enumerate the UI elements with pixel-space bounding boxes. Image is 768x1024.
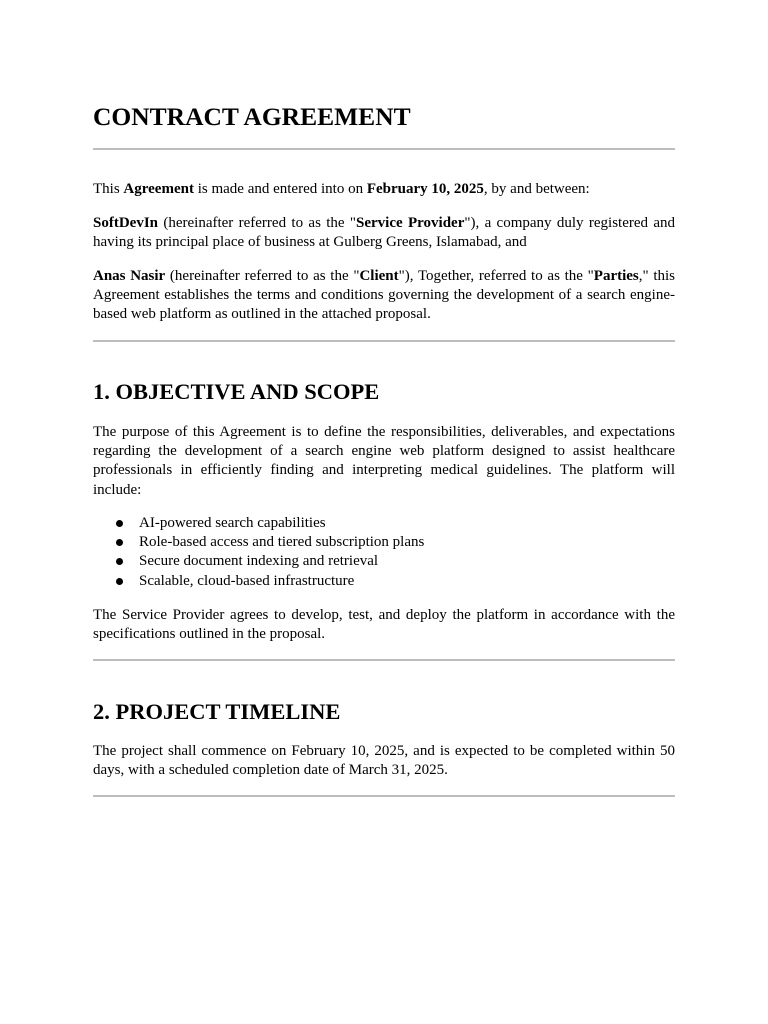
provider-text: (hereinafter referred to as the " (158, 215, 357, 231)
intro-paragraph (93, 180, 675, 199)
list-item (93, 572, 424, 591)
objective-closing-paragraph: The Service Provider agrees to develop, test, and deploy the platform in accordance with the specifications outlined in the proposal. (93, 607, 675, 643)
client-text: "), Together, referred to as the " (398, 268, 594, 284)
intro-text: is made and entered into on (193, 181, 367, 197)
provider-text: "), a company duly registered and having its principal place of business at Gulberg Greens, Islamabad, and (93, 215, 675, 251)
agreement-date: February 10, 2025 (366, 181, 484, 197)
list-item-text: AI-powered search capabilities (139, 515, 326, 531)
client-paragraph (93, 267, 675, 325)
intro-text: , by and between: (483, 181, 590, 197)
list-item-text: Scalable, cloud-based infrastructure (139, 572, 355, 589)
list-item (93, 533, 424, 552)
bullet-icon (116, 578, 123, 585)
timeline-paragraph: The project shall commence on February 10, 2025, and is expected to be completed within 50 days, with a scheduled completion date of March 31, 2025. (93, 743, 675, 779)
divider (93, 148, 675, 150)
divider (93, 795, 675, 797)
client-name: Anas Nasir (93, 268, 166, 284)
list-item (93, 552, 424, 571)
client-role: Client (359, 268, 399, 284)
list-item-text: Secure document indexing and retrieval (139, 553, 379, 570)
bullet-icon (116, 520, 123, 527)
section-heading-timeline: 2. PROJECT TIMELINE (93, 699, 341, 724)
provider-name: SoftDevIn (93, 215, 159, 231)
client-text: (hereinafter referred to as the " (165, 268, 360, 284)
client-text: ," this Agreement establishes the terms and conditions governing the development of a search engine-based web platform as outlined in the attached proposal. (93, 268, 676, 323)
agreement-term: Agreement (123, 181, 194, 197)
bullet-icon (116, 558, 123, 565)
document-title: CONTRACT AGREEMENT (93, 102, 411, 131)
provider-role: Service Provider (356, 215, 465, 231)
bullet-icon (116, 539, 123, 546)
intro-text: This (93, 181, 124, 197)
feature-list (93, 514, 424, 591)
service-provider-paragraph (93, 214, 675, 252)
list-item (93, 514, 424, 533)
parties-term: Parties (593, 268, 639, 284)
divider (93, 659, 675, 661)
list-item-text: Role-based access and tiered subscription plans (139, 534, 425, 551)
section-heading-objective: 1. OBJECTIVE AND SCOPE (93, 379, 380, 404)
divider (93, 340, 675, 342)
objective-paragraph: The purpose of this Agreement is to define the responsibilities, deliverables, and expectations regarding the development of a search engine web platform designed to assist healthcare professionals in efficiently finding and interpreting medical guidelines. The platform will include: (93, 424, 675, 498)
